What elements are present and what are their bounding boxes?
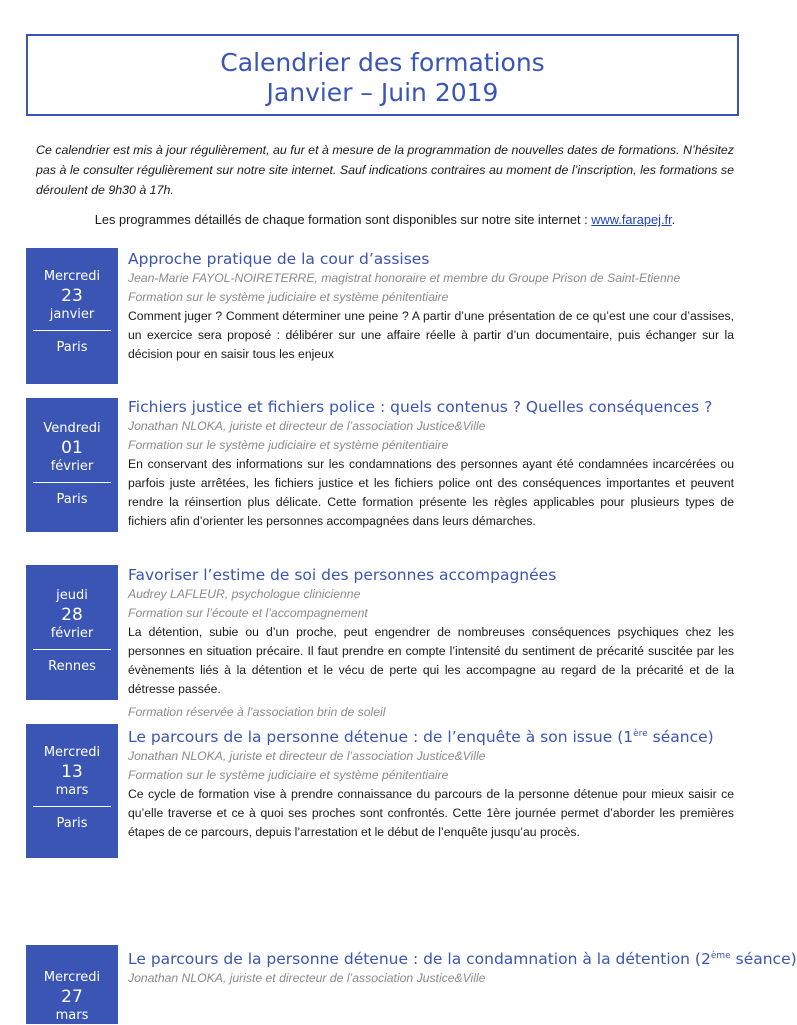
event-entry — [128, 946, 797, 988]
event-speaker: Jonathan NLOKA, juriste et directeur de l’association Justice&Ville — [128, 419, 486, 433]
date-number: 28 — [61, 605, 83, 625]
event-title-end: séance) — [647, 728, 714, 747]
page-title: Calendrier des formations — [220, 48, 545, 77]
programs-line — [36, 212, 734, 227]
date-box — [26, 248, 118, 384]
date-city: Paris — [56, 816, 88, 831]
date-box — [26, 398, 118, 532]
event-speaker: Jean-Marie FAYOL-NOIRETERRE, magistrat honoraire et membre du Groupe Prison de Saint-Etienne — [128, 271, 681, 285]
date-day: Mercredi — [43, 269, 101, 284]
date-number: 01 — [61, 438, 83, 458]
event-description: En conservant des informations sur les condamnations des personnes ayant été condamnées incarcérées ou parfois juste arrêtées, les fichiers justice et les fichiers police ont des conséquences importantes et peuvent rendre la réinsertion plus délicate. Cette formation présente les règles applicables pour plusieurs types de fichiers afin d’orienter les personnes accompagnées dans leurs démarches. — [128, 457, 734, 528]
event-title: Fichiers justice et fichiers police : quels contenus ? Quelles conséquences ? — [128, 398, 713, 416]
event-title-sup: ère — [633, 729, 648, 739]
programs-end: . — [671, 212, 676, 227]
event-title: Approche pratique de la cour d’assises — [128, 250, 430, 268]
date-month: février — [50, 459, 94, 474]
event-entry — [128, 397, 734, 531]
date-number: 13 — [61, 762, 83, 782]
website-link[interactable]: www.farapej.fr — [591, 212, 672, 227]
intro-paragraph: Ce calendrier est mis à jour régulièrement, au fur et à mesure de la programmation de nouvelles dates de formations. N’hésitez pas à le consulter régulièrement sur notre site internet. Sauf indications contraires au moment de l’inscription, les formations se déroulent de 9h30 à 17h. — [36, 143, 734, 197]
date-day: Mercredi — [43, 745, 101, 760]
date-box — [26, 724, 118, 858]
event-speaker: Jonathan NLOKA, juriste et directeur de l’association Justice&Ville — [128, 749, 486, 764]
event-category: Formation sur le système judiciaire et système pénitentiaire — [128, 290, 449, 304]
date-number: 27 — [61, 987, 83, 1007]
date-number: 23 — [61, 286, 83, 306]
date-box — [26, 565, 118, 700]
event-category: Formation sur le système judiciaire et système pénitentiaire — [128, 438, 449, 452]
event-note: Formation réservée à l’association brin de soleil — [128, 705, 386, 719]
event-description: La détention, subie ou d’un proche, peut engendrer de nombreuses conséquences psychiques chez les personnes en situation précaire. Il faut prendre en compte l’intensité du sentiment de précarité suscitée par les évènements liés à la détention et le vécu de perte qui les accompagne au regard de la précarité et de la détresse passée. — [128, 625, 734, 696]
page-subtitle: Janvier – Juin 2019 — [266, 78, 499, 107]
date-month: mars — [55, 1008, 89, 1023]
date-city: Paris — [56, 492, 88, 507]
date-month: janvier — [49, 307, 95, 322]
date-city: Paris — [56, 340, 88, 355]
event-category: Formation sur l’écoute et l’accompagnement — [128, 606, 368, 620]
event-description: Ce cycle de formation vise à prendre connaissance du parcours de la personne détenue pour mieux saisir ce qu’elle traverse et ce à quoi ses proches sont confrontés. Cette 1ère journée permet d’aborder les premières étapes de ce parcours, depuis l’arrestation et le début de l’enquête jusqu’au procès. — [128, 787, 734, 840]
date-day: Vendredi — [43, 421, 101, 436]
event-title-end: séance) — [730, 950, 797, 969]
event-title — [128, 946, 797, 969]
date-separator — [33, 330, 111, 331]
event-entry — [128, 249, 734, 364]
event-speaker: Jonathan NLOKA, juriste et directeur de l’association Justice&Ville — [128, 971, 486, 986]
event-title-text: Le parcours de la personne détenue : de l’enquête à son issue (1 — [128, 728, 634, 747]
event-description: Comment juger ? Comment déterminer une peine ? A partir d’une présentation de ce qu’est une cour d’assises, un exercice sera proposé : délibérer sur une affaire réelle à partir d’un documentaire, puis échanger sur la décision pour en saisir tous les enjeux — [128, 309, 734, 361]
event-title-sup: ème — [710, 951, 731, 961]
event-title-text: Le parcours de la personne détenue : de la condamnation à la détention (2 — [128, 950, 711, 969]
header-box — [26, 34, 739, 116]
event-entry — [128, 565, 734, 722]
date-day: Mercredi — [43, 970, 101, 985]
date-separator — [33, 649, 111, 650]
date-month: février — [50, 626, 94, 641]
date-separator — [33, 806, 111, 807]
date-box — [26, 945, 118, 1024]
event-entry — [128, 724, 734, 842]
date-day: jeudi — [56, 588, 88, 603]
event-speaker: Audrey LAFLEUR, psychologue clinicienne — [128, 587, 361, 601]
date-city: Rennes — [48, 659, 96, 674]
event-title: Favoriser l’estime de soi des personnes accompagnées — [128, 566, 557, 584]
date-separator — [33, 482, 111, 483]
event-category: Formation sur le système judiciaire et système pénitentiaire — [128, 768, 449, 783]
programs-text: Les programmes détaillés de chaque formation sont disponibles sur notre site internet : — [94, 212, 592, 227]
date-month: mars — [55, 783, 89, 798]
event-title — [128, 724, 734, 747]
